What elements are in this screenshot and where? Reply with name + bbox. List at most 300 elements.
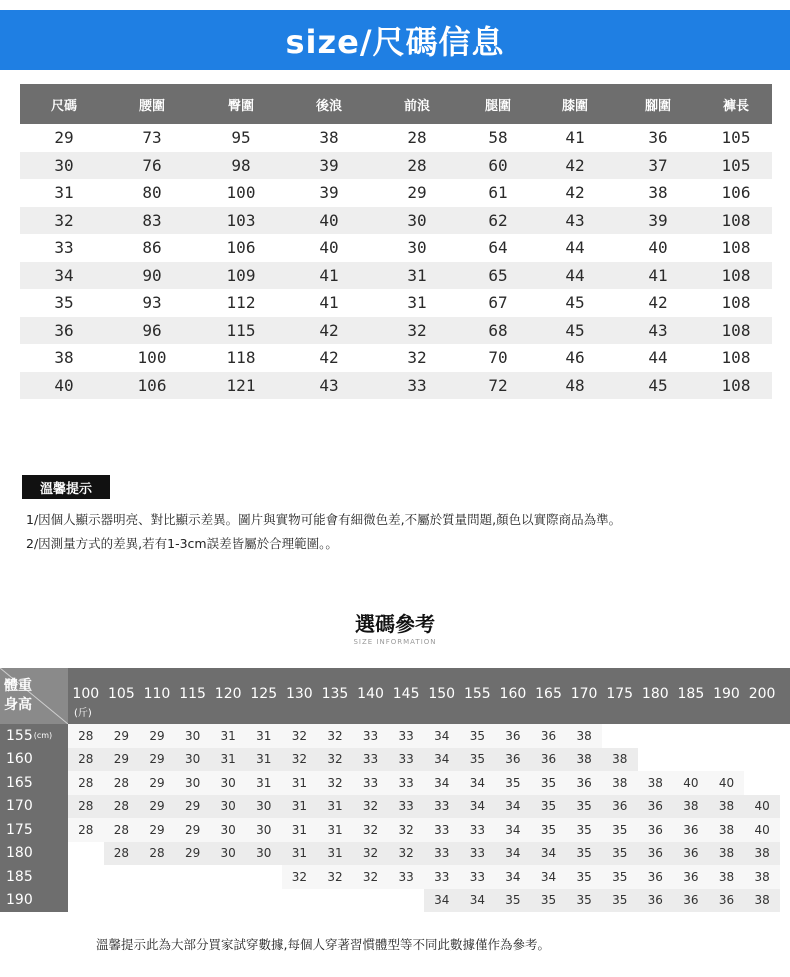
table-cell: 35 xyxy=(495,889,531,913)
table-cell xyxy=(744,724,780,748)
table-cell: 34 xyxy=(460,889,496,913)
table-cell: 40 xyxy=(744,795,780,819)
table-cell: 42 xyxy=(319,348,339,368)
table-cell: 36 xyxy=(638,795,674,819)
height-header-cell xyxy=(0,865,68,889)
table-cell: 29 xyxy=(54,128,74,148)
height-header-cell xyxy=(0,842,68,866)
table-cell: 32 xyxy=(407,348,427,368)
table-cell: 108 xyxy=(721,210,751,230)
table-cell: 28 xyxy=(104,771,140,795)
tip-line-2: 2/因測量方式的差異,若有1-3cm誤差皆屬於合理範圍。。 xyxy=(26,536,338,551)
table-cell: 38 xyxy=(602,771,638,795)
weight-header-cell xyxy=(424,668,460,724)
table-cell: 33 xyxy=(388,795,424,819)
table-row xyxy=(20,179,772,207)
table-cell: 32 xyxy=(317,771,353,795)
table-cell: 29 xyxy=(139,771,175,795)
table-cell: 103 xyxy=(226,210,256,230)
size-header-cell: 前浪 xyxy=(403,98,430,114)
table-cell: 38 xyxy=(319,128,339,148)
table-cell xyxy=(246,889,282,913)
weight-value: 115 xyxy=(179,686,206,702)
table-cell xyxy=(175,865,211,889)
table-cell: 76 xyxy=(142,155,162,175)
grid-header xyxy=(0,668,790,724)
table-cell: 38 xyxy=(744,889,780,913)
table-cell: 44 xyxy=(565,238,585,258)
table-cell: 31 xyxy=(317,818,353,842)
table-cell: 29 xyxy=(104,748,140,772)
table-cell: 121 xyxy=(226,375,256,395)
table-cell: 48 xyxy=(565,375,585,395)
table-cell xyxy=(282,889,318,913)
table-cell: 43 xyxy=(319,375,339,395)
table-row xyxy=(20,344,772,372)
table-row xyxy=(0,889,790,913)
table-cell: 36 xyxy=(495,748,531,772)
table-row xyxy=(20,289,772,317)
weight-header-cell xyxy=(602,668,638,724)
table-cell: 86 xyxy=(142,238,162,258)
table-cell: 33 xyxy=(460,842,496,866)
table-cell: 109 xyxy=(226,265,256,285)
table-cell: 35 xyxy=(566,842,602,866)
height-header-cell xyxy=(0,771,68,795)
table-cell: 40 xyxy=(744,818,780,842)
table-cell: 106 xyxy=(137,375,167,395)
table-cell: 35 xyxy=(495,771,531,795)
size-header-cell: 腳圍 xyxy=(644,98,671,114)
table-cell xyxy=(68,889,104,913)
page-banner xyxy=(0,10,790,70)
table-cell: 33 xyxy=(460,818,496,842)
table-cell: 31 xyxy=(317,842,353,866)
table-cell: 31 xyxy=(210,724,246,748)
weight-header-cell xyxy=(282,668,318,724)
table-cell: 30 xyxy=(210,842,246,866)
table-cell: 36 xyxy=(673,865,709,889)
weight-unit: (斤) xyxy=(74,708,92,719)
table-cell: 32 xyxy=(407,320,427,340)
table-cell: 36 xyxy=(638,889,674,913)
table-cell: 43 xyxy=(565,210,585,230)
table-cell: 32 xyxy=(282,724,318,748)
table-row xyxy=(20,372,772,400)
table-cell: 33 xyxy=(388,748,424,772)
height-header-cell xyxy=(0,889,68,913)
height-header-cell xyxy=(0,795,68,819)
table-cell: 70 xyxy=(488,348,508,368)
table-cell: 29 xyxy=(175,818,211,842)
table-cell: 28 xyxy=(68,771,104,795)
weight-value: 185 xyxy=(677,686,705,702)
table-cell: 41 xyxy=(648,265,668,285)
table-cell: 118 xyxy=(226,348,256,368)
table-cell: 34 xyxy=(495,865,531,889)
size-reference-grid xyxy=(0,668,790,912)
table-cell: 38 xyxy=(673,795,709,819)
table-cell xyxy=(744,771,780,795)
table-cell xyxy=(68,865,104,889)
table-cell: 35 xyxy=(531,771,567,795)
table-row xyxy=(20,317,772,345)
table-cell: 31 xyxy=(317,795,353,819)
weight-header-cell xyxy=(68,668,104,724)
table-cell: 100 xyxy=(137,348,167,368)
table-cell: 32 xyxy=(282,748,318,772)
weight-header-cell xyxy=(460,668,496,724)
weight-header-cell xyxy=(210,668,246,724)
table-cell: 40 xyxy=(673,771,709,795)
weight-header-cell xyxy=(673,668,709,724)
weight-header-cell xyxy=(104,668,140,724)
table-cell: 38 xyxy=(709,865,745,889)
weight-value: 165 xyxy=(535,686,562,702)
table-cell: 32 xyxy=(317,865,353,889)
height-unit: (cm) xyxy=(33,731,53,741)
corner-height-label: 身高 xyxy=(4,697,32,713)
table-cell: 33 xyxy=(424,842,460,866)
table-cell: 34 xyxy=(424,748,460,772)
table-cell xyxy=(139,889,175,913)
table-cell: 31 xyxy=(246,748,282,772)
table-cell: 60 xyxy=(488,155,508,175)
table-cell: 108 xyxy=(721,375,751,395)
table-cell: 106 xyxy=(721,183,751,203)
table-cell: 33 xyxy=(388,865,424,889)
table-cell: 31 xyxy=(407,293,427,313)
table-cell: 35 xyxy=(602,889,638,913)
table-cell: 33 xyxy=(54,238,74,258)
table-cell: 67 xyxy=(488,293,508,313)
size-table-body xyxy=(20,124,772,399)
table-cell: 31 xyxy=(282,842,318,866)
table-cell xyxy=(246,865,282,889)
table-cell: 39 xyxy=(648,210,668,230)
table-cell: 100 xyxy=(226,183,256,203)
grid-corner xyxy=(0,668,68,724)
weight-value: 170 xyxy=(570,686,598,702)
table-cell xyxy=(638,748,674,772)
table-cell xyxy=(744,748,780,772)
table-cell: 36 xyxy=(673,889,709,913)
table-cell: 35 xyxy=(566,795,602,819)
table-cell: 32 xyxy=(388,818,424,842)
height-header-cell xyxy=(0,724,68,748)
table-cell: 38 xyxy=(566,748,602,772)
table-cell: 68 xyxy=(488,320,508,340)
table-cell: 33 xyxy=(353,748,389,772)
table-cell: 29 xyxy=(139,748,175,772)
table-cell: 35 xyxy=(531,795,567,819)
weight-value: 125 xyxy=(250,686,278,702)
size-header-cell: 膝圍 xyxy=(561,98,588,114)
table-cell: 105 xyxy=(721,155,751,175)
table-cell: 72 xyxy=(488,375,508,395)
table-cell: 108 xyxy=(721,293,751,313)
height-value: 160 xyxy=(6,751,33,768)
size-table-header xyxy=(20,84,772,124)
weight-value: 130 xyxy=(285,686,313,702)
weight-value: 135 xyxy=(321,686,349,702)
table-cell: 31 xyxy=(282,818,318,842)
size-header-cell: 後浪 xyxy=(315,98,342,114)
table-cell: 32 xyxy=(317,748,353,772)
table-cell: 30 xyxy=(246,818,282,842)
table-cell: 44 xyxy=(565,265,585,285)
table-cell: 30 xyxy=(246,795,282,819)
table-cell: 34 xyxy=(424,724,460,748)
table-cell xyxy=(139,865,175,889)
table-cell: 61 xyxy=(488,183,508,203)
table-cell: 36 xyxy=(709,889,745,913)
table-cell: 34 xyxy=(460,795,496,819)
table-cell: 40 xyxy=(54,375,74,395)
table-cell xyxy=(673,724,709,748)
table-cell: 36 xyxy=(602,795,638,819)
table-cell: 38 xyxy=(648,183,668,203)
reference-title: 選碼參考 xyxy=(355,612,435,636)
table-cell: 28 xyxy=(104,795,140,819)
table-cell: 31 xyxy=(246,771,282,795)
table-cell xyxy=(210,865,246,889)
weight-header-cell xyxy=(638,668,674,724)
table-cell: 112 xyxy=(226,293,256,313)
table-cell: 35 xyxy=(602,842,638,866)
table-row xyxy=(20,152,772,180)
table-cell: 28 xyxy=(104,842,140,866)
table-cell: 80 xyxy=(142,183,162,203)
table-cell: 31 xyxy=(54,183,74,203)
table-cell: 90 xyxy=(142,265,162,285)
corner-weight-label: 體重 xyxy=(4,678,32,694)
table-cell: 28 xyxy=(139,842,175,866)
weight-header-cell xyxy=(744,668,780,724)
weight-value: 155 xyxy=(463,686,491,702)
table-cell: 45 xyxy=(648,375,668,395)
table-cell: 35 xyxy=(531,818,567,842)
height-value: 175 xyxy=(6,821,33,838)
table-cell xyxy=(104,889,140,913)
table-cell: 33 xyxy=(460,865,496,889)
table-cell: 33 xyxy=(424,818,460,842)
table-cell: 37 xyxy=(648,155,668,175)
table-cell: 35 xyxy=(460,724,496,748)
table-cell xyxy=(210,889,246,913)
table-cell: 38 xyxy=(744,842,780,866)
table-cell: 38 xyxy=(54,348,74,368)
table-cell: 36 xyxy=(648,128,668,148)
table-cell: 38 xyxy=(709,795,745,819)
table-cell: 42 xyxy=(648,293,668,313)
table-cell: 36 xyxy=(531,724,567,748)
table-cell: 29 xyxy=(139,724,175,748)
table-row xyxy=(0,724,790,748)
table-cell: 32 xyxy=(353,795,389,819)
table-cell xyxy=(602,724,638,748)
table-cell: 93 xyxy=(142,293,162,313)
footer-note: 溫馨提示此為大部分買家試穿數據,每個人穿著習慣體型等不同此數據僅作為參考。 xyxy=(96,937,550,952)
table-cell: 35 xyxy=(54,293,74,313)
table-cell xyxy=(353,889,389,913)
table-cell: 42 xyxy=(565,183,585,203)
table-cell: 29 xyxy=(139,818,175,842)
size-header-cell: 腰圍 xyxy=(138,98,165,114)
weight-value: 150 xyxy=(428,686,456,702)
table-cell: 45 xyxy=(565,320,585,340)
table-cell: 33 xyxy=(407,375,427,395)
table-cell: 36 xyxy=(566,771,602,795)
table-cell: 46 xyxy=(565,348,585,368)
table-cell: 43 xyxy=(648,320,668,340)
size-header-cell: 尺碼 xyxy=(50,98,77,114)
weight-value: 160 xyxy=(499,686,527,702)
table-cell xyxy=(104,865,140,889)
table-cell: 28 xyxy=(407,155,427,175)
table-cell: 32 xyxy=(353,865,389,889)
size-header-cell: 臀圍 xyxy=(227,98,254,114)
table-cell: 35 xyxy=(602,818,638,842)
table-cell: 36 xyxy=(495,724,531,748)
weight-value: 180 xyxy=(641,686,669,702)
table-cell: 34 xyxy=(531,865,567,889)
table-cell: 35 xyxy=(566,889,602,913)
table-cell: 30 xyxy=(407,238,427,258)
table-cell: 40 xyxy=(319,238,339,258)
table-cell: 115 xyxy=(226,320,256,340)
table-cell: 32 xyxy=(317,724,353,748)
table-cell: 38 xyxy=(709,818,745,842)
weight-value: 110 xyxy=(143,686,171,702)
table-cell: 106 xyxy=(226,238,256,258)
grid-body xyxy=(0,724,790,912)
weight-value: 105 xyxy=(108,686,135,702)
table-cell: 29 xyxy=(175,795,211,819)
table-cell xyxy=(709,748,745,772)
table-cell: 40 xyxy=(648,238,668,258)
weight-header-cell xyxy=(531,668,567,724)
weight-header-cell xyxy=(566,668,602,724)
table-cell: 31 xyxy=(282,771,318,795)
size-header-cell: 腿圍 xyxy=(484,98,511,114)
table-cell xyxy=(317,889,353,913)
table-cell: 31 xyxy=(282,795,318,819)
table-cell: 41 xyxy=(319,293,339,313)
weight-header-cell xyxy=(495,668,531,724)
table-row xyxy=(0,771,790,795)
table-cell: 35 xyxy=(460,748,496,772)
table-cell: 36 xyxy=(638,865,674,889)
weight-header-cell xyxy=(175,668,211,724)
table-cell: 30 xyxy=(407,210,427,230)
table-cell: 73 xyxy=(142,128,162,148)
table-cell: 38 xyxy=(566,724,602,748)
table-cell: 36 xyxy=(531,748,567,772)
table-cell: 34 xyxy=(54,265,74,285)
table-cell: 28 xyxy=(104,818,140,842)
weight-header-cell xyxy=(246,668,282,724)
table-cell: 108 xyxy=(721,238,751,258)
tip-line-1: 1/因個人顯示器明亮、對比顯示差異。圖片與實物可能會有細微色差,不屬於質量問題,顏色以實際商品為準。 xyxy=(26,512,622,527)
table-cell xyxy=(175,889,211,913)
table-cell: 58 xyxy=(488,128,508,148)
height-value: 155 xyxy=(6,727,33,744)
height-header-cell xyxy=(0,748,68,772)
table-cell: 32 xyxy=(54,210,74,230)
table-cell: 32 xyxy=(388,842,424,866)
table-cell: 34 xyxy=(424,889,460,913)
table-cell: 30 xyxy=(175,771,211,795)
weight-value: 140 xyxy=(357,686,384,702)
table-cell: 36 xyxy=(673,842,709,866)
table-cell: 108 xyxy=(721,320,751,340)
size-header-cell: 褲長 xyxy=(722,98,749,114)
table-row xyxy=(0,748,790,772)
weight-value: 120 xyxy=(214,686,242,702)
table-cell: 31 xyxy=(210,748,246,772)
table-cell: 36 xyxy=(638,842,674,866)
weight-header-cell xyxy=(388,668,424,724)
table-cell: 39 xyxy=(319,183,339,203)
table-cell: 64 xyxy=(488,238,508,258)
table-cell: 34 xyxy=(495,842,531,866)
table-cell: 29 xyxy=(407,183,427,203)
table-cell: 42 xyxy=(319,320,339,340)
table-cell: 35 xyxy=(602,865,638,889)
table-row xyxy=(0,865,790,889)
table-cell: 28 xyxy=(68,795,104,819)
weight-header-cell xyxy=(317,668,353,724)
table-cell: 28 xyxy=(68,748,104,772)
table-cell: 36 xyxy=(673,818,709,842)
tips-badge: 溫馨提示 xyxy=(22,475,110,499)
size-table xyxy=(20,84,772,399)
table-cell: 29 xyxy=(104,724,140,748)
table-cell xyxy=(673,748,709,772)
table-cell: 38 xyxy=(709,842,745,866)
table-cell: 32 xyxy=(353,842,389,866)
table-cell: 38 xyxy=(744,865,780,889)
table-cell: 33 xyxy=(424,795,460,819)
table-cell: 38 xyxy=(638,771,674,795)
height-value: 185 xyxy=(6,868,33,885)
table-cell: 28 xyxy=(68,724,104,748)
table-cell: 42 xyxy=(565,155,585,175)
table-cell: 30 xyxy=(210,795,246,819)
table-cell: 30 xyxy=(54,155,74,175)
table-cell: 34 xyxy=(531,842,567,866)
table-cell: 33 xyxy=(388,724,424,748)
table-cell xyxy=(388,889,424,913)
table-cell: 29 xyxy=(139,795,175,819)
table-cell: 40 xyxy=(319,210,339,230)
table-cell: 41 xyxy=(565,128,585,148)
table-cell: 105 xyxy=(721,128,751,148)
table-cell: 35 xyxy=(531,889,567,913)
table-cell: 83 xyxy=(142,210,162,230)
table-row xyxy=(20,207,772,235)
table-cell: 108 xyxy=(721,265,751,285)
table-cell xyxy=(68,842,104,866)
table-cell: 34 xyxy=(495,818,531,842)
table-cell: 28 xyxy=(68,818,104,842)
banner-title: size/尺碼信息 xyxy=(285,23,505,61)
weight-value: 100 xyxy=(72,686,100,702)
weight-value: 190 xyxy=(713,686,740,702)
height-header-cell xyxy=(0,818,68,842)
height-value: 190 xyxy=(6,892,33,909)
